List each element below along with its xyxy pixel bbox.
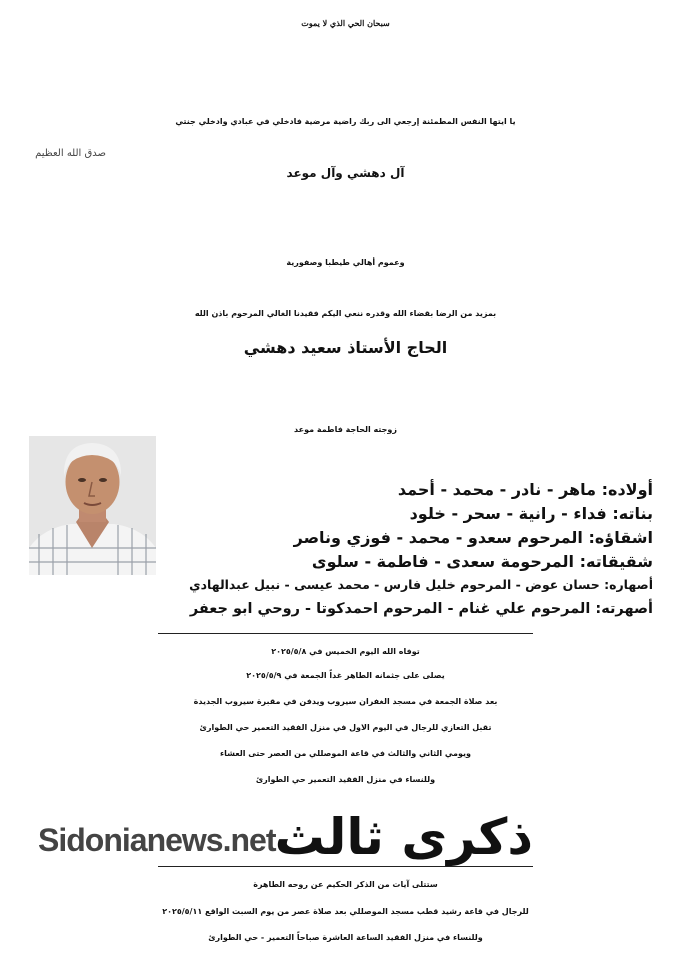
sons-in-law-line: أصهاره: حسان عوض - المرحوم خليل فارس - محمد عيسى - نبيل عبدالهادي (189, 577, 653, 592)
funeral-prayer-line: يصلى على جثمانه الطاهر غداً الجمعة في ٢٠٢٥/٥/٩ (246, 671, 445, 680)
death-date-line: توفاه الله اليوم الخميس في ٢٠٢٥/٥/٨ (271, 647, 420, 656)
towns-line: وعموم أهالي طيطبا وصفورية (286, 258, 405, 267)
sons-line: أولاده: ماهر - نادر - محمد - أحمد (397, 480, 653, 499)
quran-attribution: صدق الله العظيم (35, 148, 106, 159)
condolences-men-line: تقبل التعازي للرجال في اليوم الاول في منزل الفقيد التعمير حي الطوارئ (199, 723, 492, 732)
families-title: آل دهشي وآل موعد (286, 166, 405, 180)
site-watermark: Sidonianews.net (38, 822, 276, 858)
deceased-name: الحاج الأستاذ سعيد دهشي (243, 338, 448, 357)
header-calligraphy: سبحان الحي الذي لا يموت (301, 18, 390, 28)
daughters-line: بناته: فداء - رانية - سحر - خلود (409, 504, 653, 523)
wife-line: زوجته الحاجة فاطمة موعد (294, 425, 397, 434)
condolences-days-line: ويومي الثاني والثالث في قاعة الموصللي من العصر حتى العشاء (220, 749, 471, 758)
divider-rule-2 (158, 866, 533, 867)
quran-verse: يا ايتها النفس المطمئنة إرجعي الى ربك راضية مرضية فادخلي في عبادي وادخلي جنتي (175, 117, 516, 126)
condolences-women-line: وللنساء في منزل الفقيد التعمير حي الطوارئ (255, 775, 436, 784)
recitation-line: ستتلى آيات من الذكر الحكيم عن روحه الطاهرة (253, 880, 438, 889)
divider-rule (158, 633, 533, 634)
third-day-men-line: للرجال في قاعة رشيد قطب مسجد الموصللي بعد صلاة عصر من يوم السبت الواقع ٢٠٢٥/٥/١١ (162, 907, 529, 916)
brothers-in-law-line: أصهرته: المرحوم علي غنام - المرحوم احمدكوتا - روحي ابو جعفر (189, 601, 653, 617)
sisters-line: شقيقاته: المرحومة سعدى - فاطمة - سلوى (311, 552, 653, 571)
third-day-title: ذكرى ثالث (274, 808, 533, 866)
third-day-women-line: وللنساء في منزل الفقيد الساعة العاشرة صباحاً التعمير - حي الطوارئ (208, 933, 483, 942)
announcement-line: بمزيد من الرضا بقضاء الله وقدره ننعي اليكم فقيدنا الغالي المرحوم باذن الله (194, 309, 497, 318)
brothers-line: اشقاؤه: المرحوم سعدو - محمد - فوزي وناصر (293, 528, 653, 547)
burial-line: بعد صلاة الجمعة في مسجد الغفران سيروب ويدفن في مقبرة سيروب الجديدة (193, 697, 498, 706)
portrait-photo (29, 436, 156, 575)
